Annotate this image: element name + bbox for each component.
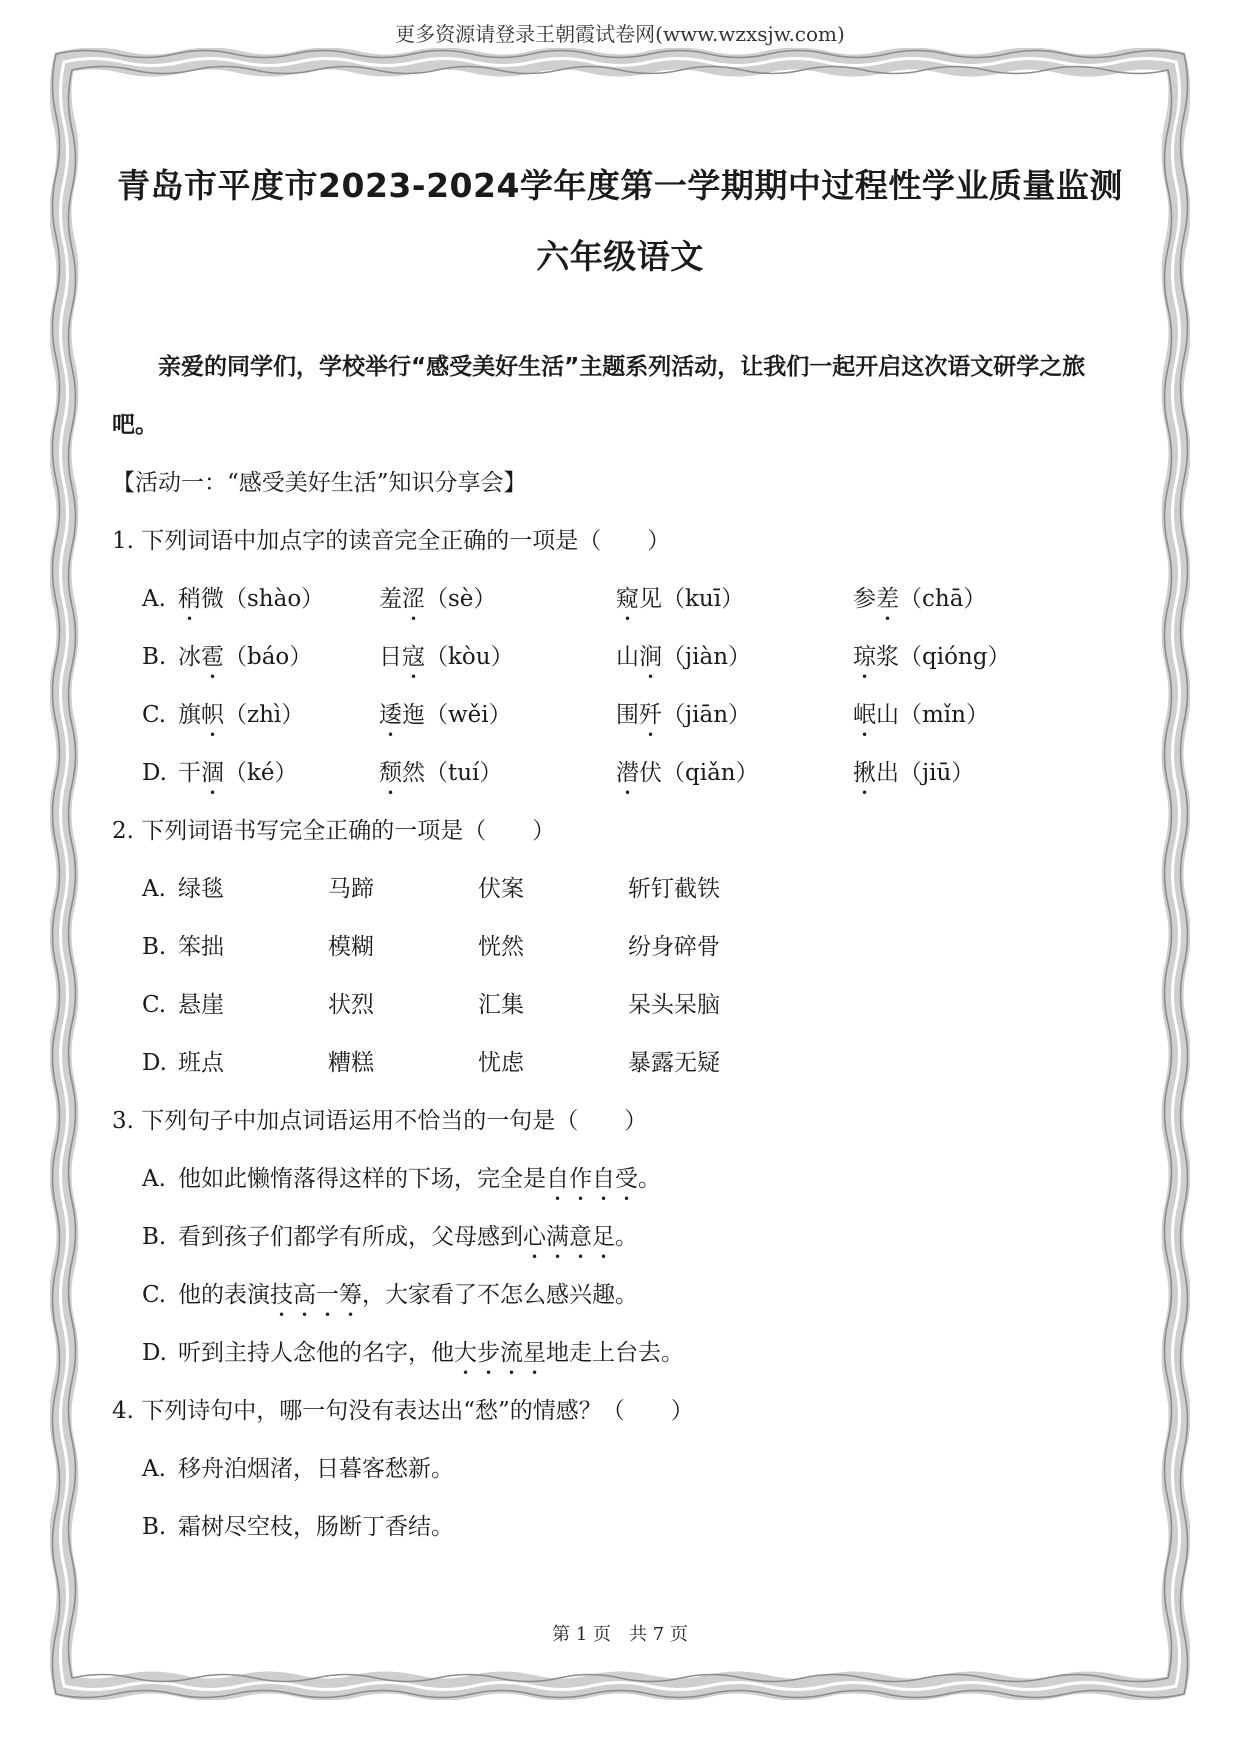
- q2-option-row: [112, 860, 1128, 918]
- q2-word: 恍然: [478, 934, 524, 960]
- poem-line: 移舟泊烟渚，日暮客愁新。: [178, 1456, 454, 1482]
- q1-b-item-2: 日寇（kòu）: [379, 644, 514, 670]
- sentence-text: 。: [638, 1166, 661, 1192]
- sentence-text: 地走上台去。: [546, 1340, 684, 1366]
- q3-option-row: [112, 1266, 1128, 1324]
- option-letter: B.: [142, 1224, 167, 1250]
- dotted-char: 涧: [639, 644, 662, 670]
- q3-option-row: [112, 1324, 1128, 1382]
- sentence-text: 听到主持人念他的名字，他: [178, 1340, 454, 1366]
- option-letter: B.: [142, 1514, 167, 1540]
- q2-word: 班点: [178, 1050, 224, 1076]
- q2-option-row: [112, 976, 1128, 1034]
- page-title: 青岛市平度市2023-2024学年度第一学期期中过程性学业质量监测: [117, 166, 1123, 205]
- q2-word: 斩钉截铁: [628, 876, 720, 902]
- dotted-char: 寇: [402, 644, 425, 670]
- dotted-char: 稍: [178, 586, 201, 612]
- intro-paragraph: 亲爱的同学们，学校举行“感受美好生活”主题系列活动，让我们一起开启这次语文研学之旅吧。: [112, 354, 1086, 438]
- dotted-char: 涸: [201, 760, 224, 786]
- page-footer: 第 1 页 共 7 页: [552, 1624, 688, 1645]
- question-4-options: [112, 1440, 1128, 1556]
- q2-word: 状烈: [328, 992, 374, 1018]
- dotted-char: 涩: [402, 586, 425, 612]
- q1-c-item-4: 岷山（mǐn）: [853, 702, 989, 728]
- q1-c-item-1: 旗帜（zhì）: [178, 702, 305, 728]
- question-2-options: [112, 860, 1128, 1092]
- q1-option-a: [112, 570, 1128, 628]
- option-letter: A.: [142, 876, 166, 902]
- q2-word: 悬崖: [178, 992, 224, 1018]
- q1-a-item-2: 羞涩（sè）: [379, 586, 497, 612]
- q2-word: 马蹄: [328, 876, 374, 902]
- q2-word: 糟糕: [328, 1050, 374, 1076]
- question-1-stem: 1. 下列词语中加点字的读音完全正确的一项是（ ）: [112, 528, 671, 554]
- poem-line: 霜树尽空枝，肠断丁香结。: [178, 1514, 454, 1540]
- page-subtitle: 六年级语文: [536, 237, 704, 276]
- dotted-char: 差: [876, 586, 899, 612]
- q1-d-item-4: 揪出（jiū）: [853, 760, 975, 786]
- option-letter: D.: [142, 760, 167, 786]
- q2-option-row: [112, 918, 1128, 976]
- option-letter: A.: [142, 1166, 166, 1192]
- sentence-text: 他如此懒惰落得这样的下场，完全是: [178, 1166, 546, 1192]
- q2-word: 纷身碎骨: [628, 934, 720, 960]
- q2-word: 暴露无疑: [628, 1050, 720, 1076]
- dotted-char: 歼: [639, 702, 662, 728]
- q1-d-item-2: 颓然（tuí）: [379, 760, 503, 786]
- q4-option-row: [112, 1440, 1128, 1498]
- dotted-phrase: 自作自受: [546, 1166, 638, 1192]
- question-3-stem: 3. 下列句子中加点词语运用不恰当的一句是（ ）: [112, 1108, 648, 1134]
- option-letter: B.: [142, 934, 167, 960]
- option-letter: C.: [142, 992, 167, 1018]
- q1-c-item-3: 围歼（jiān）: [616, 702, 752, 728]
- q2-word: 忧虑: [478, 1050, 524, 1076]
- q1-c-item-2: 逶迤（wěi）: [379, 702, 512, 728]
- dotted-char: 窥: [616, 586, 639, 612]
- q4-option-row: [112, 1498, 1128, 1556]
- q2-word: 模糊: [328, 934, 374, 960]
- q2-word: 呆头呆脑: [628, 992, 720, 1018]
- option-letter: A.: [142, 586, 166, 612]
- section-heading: 【活动一：“感受美好生活”知识分享会】: [112, 470, 527, 496]
- q1-d-item-1: 干涸（ké）: [178, 760, 298, 786]
- question-1-options: [112, 570, 1128, 802]
- dotted-phrase: 大步流星: [454, 1340, 546, 1366]
- q3-option-row: [112, 1150, 1128, 1208]
- dotted-char: 揪: [853, 760, 876, 786]
- dotted-char: 岷: [853, 702, 876, 728]
- dotted-char: 雹: [201, 644, 224, 670]
- q1-a-item-4: 参差（chā）: [853, 586, 987, 612]
- dotted-char: 琼: [853, 644, 876, 670]
- q1-b-item-1: 冰雹（báo）: [178, 644, 313, 670]
- sentence-text: 。: [615, 1224, 638, 1250]
- q1-a-item-3: 窥见（kuī）: [616, 586, 745, 612]
- site-header-note: 更多资源请登录王朝霞试卷网(www.wzxsjw.com): [395, 22, 845, 46]
- question-4-stem: 4. 下列诗句中，哪一句没有表达出“愁”的情感？（ ）: [112, 1398, 694, 1424]
- dotted-char: 帜: [201, 702, 224, 728]
- q2-word: 绿毯: [178, 876, 224, 902]
- q1-b-item-3: 山涧（jiàn）: [616, 644, 752, 670]
- question-3-options: [112, 1150, 1128, 1382]
- option-letter: B.: [142, 644, 167, 670]
- q1-b-item-4: 琼浆（qióng）: [853, 644, 1011, 670]
- sentence-text: ，大家看了不怎么感兴趣。: [362, 1282, 638, 1308]
- q3-option-row: [112, 1208, 1128, 1266]
- q2-option-row: [112, 1034, 1128, 1092]
- dotted-char: 潜: [616, 760, 639, 786]
- option-letter: A.: [142, 1456, 166, 1482]
- option-letter: C.: [142, 702, 167, 728]
- dotted-char: 颓: [379, 760, 402, 786]
- option-letter: C.: [142, 1282, 167, 1308]
- dotted-phrase: 心满意足: [523, 1224, 615, 1250]
- sentence-text: 他的表演: [178, 1282, 270, 1308]
- option-letter: D.: [142, 1340, 167, 1366]
- q2-word: 伏案: [478, 876, 524, 902]
- page-content: [112, 150, 1128, 1556]
- q2-word: 笨拙: [178, 934, 224, 960]
- q1-a-item-1: 稍微（shào）: [178, 586, 325, 612]
- q1-d-item-3: 潜伏（qiǎn）: [616, 760, 759, 786]
- sentence-text: 看到孩子们都学有所成，父母感到: [178, 1224, 523, 1250]
- dotted-phrase: 技高一筹: [270, 1282, 362, 1308]
- dotted-char: 逶: [379, 702, 402, 728]
- q1-option-c: [112, 686, 1128, 744]
- q2-word: 汇集: [478, 992, 524, 1018]
- q1-option-b: [112, 628, 1128, 686]
- q1-option-d: [112, 744, 1128, 802]
- option-letter: D.: [142, 1050, 167, 1076]
- question-2-stem: 2. 下列词语书写完全正确的一项是（ ）: [112, 818, 556, 844]
